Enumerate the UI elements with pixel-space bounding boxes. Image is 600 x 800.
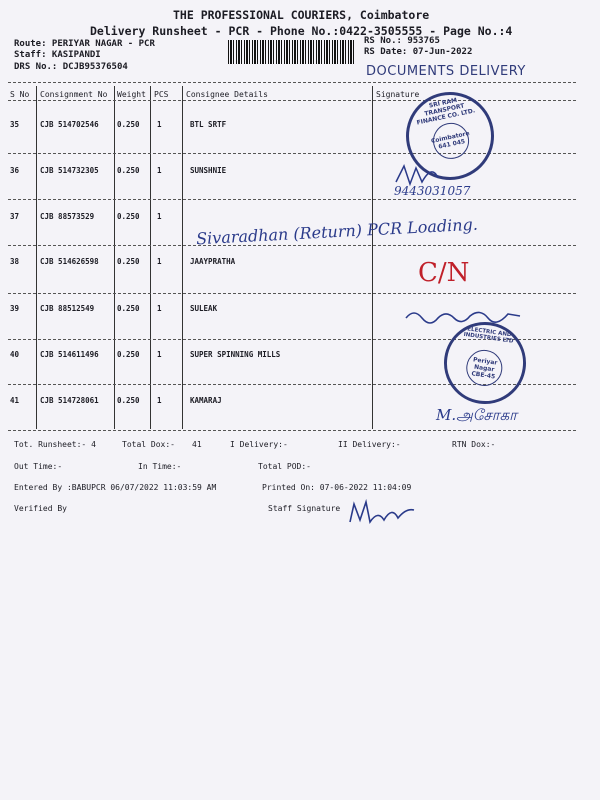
row-weight: 0.250 <box>117 257 140 266</box>
row-consignment: CJB 514728061 <box>40 396 99 405</box>
total-runsheet: Tot. Runsheet:- 4 <box>14 440 96 449</box>
column-divider <box>114 86 115 429</box>
row-weight: 0.250 <box>117 212 140 221</box>
col-weight: Weight <box>117 90 146 99</box>
company-title: THE PROFESSIONAL COURIERS, Coimbatore <box>173 8 430 22</box>
row-weight: 0.250 <box>117 120 140 129</box>
row-consignee: SULEAK <box>190 304 218 313</box>
row-sno: 35 <box>10 120 20 129</box>
divider <box>8 293 576 294</box>
column-divider <box>150 86 151 429</box>
row-consignee: JAAYPRATHA <box>190 257 236 266</box>
in-time-label: In Time:- <box>138 462 182 471</box>
stamp-outer-text: SRI RAM TRANSPORT FINANCE CO. LTD. <box>416 96 476 127</box>
col-pcs: PCS <box>154 90 169 99</box>
total-dox-value: 41 <box>192 440 202 449</box>
row-consignee: SUNSHNIE <box>190 166 227 175</box>
row-pcs: 1 <box>157 396 162 405</box>
printed-on: Printed On: 07-06-2022 11:04:09 <box>262 483 412 492</box>
divider <box>8 199 576 200</box>
row-weight: 0.250 <box>117 166 140 175</box>
row-consignee: BTL SRTF <box>190 120 227 129</box>
row-sno: 38 <box>10 257 20 266</box>
out-time-label: Out Time:- <box>14 462 63 471</box>
column-divider <box>182 86 183 429</box>
verified-by-label: Verified By <box>14 504 67 513</box>
row-pcs: 1 <box>157 304 162 313</box>
runsheet-title: Delivery Runsheet - PCR - Phone No.:0422-3505555 - Page No.:4 <box>90 24 513 38</box>
row-consignment: CJB 514611496 <box>40 350 99 359</box>
stamp-inner-text: Periyar Nagar CBE-45 <box>464 348 505 389</box>
handwritten-name-row41: M.அசோகா <box>436 406 518 424</box>
row-sno: 41 <box>10 396 20 405</box>
row-pcs: 1 <box>157 350 162 359</box>
barcode <box>228 40 356 64</box>
staff-label: Staff: KASIPANDI <box>14 50 101 60</box>
row-weight: 0.250 <box>117 304 140 313</box>
row-consignment: CJB 514626598 <box>40 257 99 266</box>
row-consignment: CJB 514732305 <box>40 166 99 175</box>
row-sno: 36 <box>10 166 20 175</box>
row-weight: 0.250 <box>117 350 140 359</box>
handwritten-phone: 9443031057 <box>394 184 471 198</box>
divider <box>8 82 576 83</box>
row-consignee: SUPER SPINNING MILLS <box>190 350 281 359</box>
drs-label: DRS No.: DCJB95376504 <box>14 62 128 72</box>
stamp-inner-text: Coimbatore 641 045 <box>430 120 473 163</box>
row-consignment: CJB 88573529 <box>40 212 95 221</box>
row-pcs: 1 <box>157 120 162 129</box>
divider <box>8 430 576 431</box>
column-divider <box>372 86 373 429</box>
i-delivery-label: I Delivery:- <box>230 440 288 449</box>
col-signature: Signature <box>376 90 420 99</box>
row-consignment: CJB 514702546 <box>40 120 99 129</box>
row-pcs: 1 <box>157 212 162 221</box>
row-sno: 37 <box>10 212 20 221</box>
documents-delivery-stamp: DOCUMENTS DELIVERY <box>366 64 526 79</box>
route-label: Route: PERIYAR NAGAR - PCR <box>14 39 155 49</box>
row-pcs: 1 <box>157 257 162 266</box>
row-sno: 39 <box>10 304 20 313</box>
handwritten-cn-mark: C/N <box>418 258 470 288</box>
rs-number: RS No.: 953765 <box>364 36 440 46</box>
col-consignment: Consignment No <box>40 90 108 99</box>
total-dox-label: Total Dox:- <box>122 440 175 449</box>
divider <box>8 153 576 154</box>
electric-industries-stamp <box>439 317 532 410</box>
handwritten-return-note: Sivaradhan (Return) PCR Loading. <box>195 214 479 249</box>
row-sno: 40 <box>10 350 20 359</box>
rs-date: RS Date: 07-Jun-2022 <box>364 47 473 57</box>
rtn-dox-label: RTN Dox:- <box>452 440 496 449</box>
row-consignment: CJB 88512549 <box>40 304 95 313</box>
col-sno: S No <box>10 90 30 99</box>
divider <box>8 100 576 101</box>
total-pod-label: Total POD:- <box>258 462 311 471</box>
staff-signature <box>346 496 418 528</box>
col-consignee: Consignee Details <box>186 90 268 99</box>
stamp-outer-text: ELECTRIC AND INDUSTRIES LTD <box>463 326 514 345</box>
row-pcs: 1 <box>157 166 162 175</box>
staff-signature-label: Staff Signature <box>268 504 341 513</box>
column-divider <box>36 86 37 429</box>
signature-row39 <box>404 306 524 326</box>
divider <box>8 245 576 246</box>
entered-by: Entered By :BABUPCR 06/07/2022 11:03:59 AM <box>14 483 217 492</box>
row-weight: 0.250 <box>117 396 140 405</box>
ii-delivery-label: II Delivery:- <box>338 440 401 449</box>
row-consignee: KAMARAJ <box>190 396 222 405</box>
